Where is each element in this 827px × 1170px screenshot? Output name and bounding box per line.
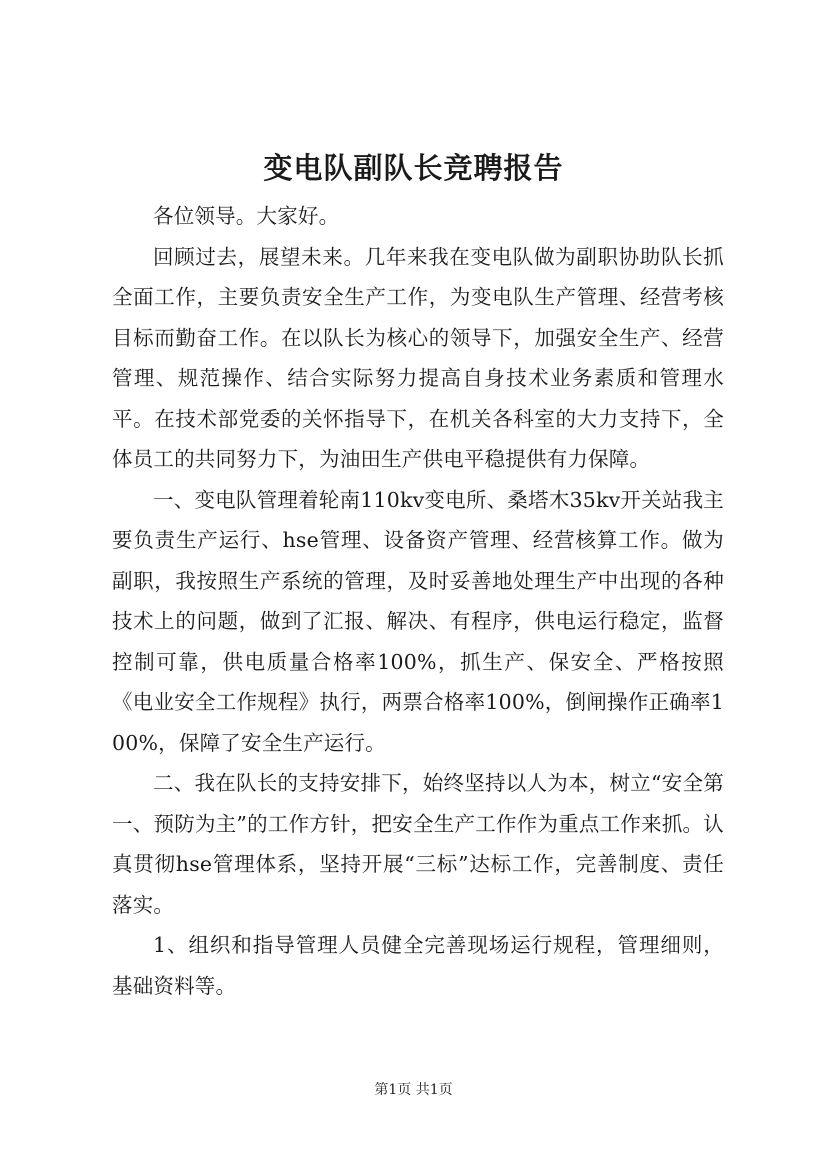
- document-body: [112, 196, 724, 1006]
- section-two-paragraph: 二、我在队长的支持安排下，始终坚持以人为本，树立“安全第一、预防为主”的工作方针，把安全生产工作作为重点工作来抓。认真贯彻hse管理体系，坚持开展“三标”达标工作，完善制度、责任落实。: [112, 771, 724, 917]
- document-title: 变电队副队长竞聘报告: [263, 151, 564, 185]
- greeting-paragraph: 各位领导。大家好。: [153, 204, 340, 228]
- page-number-footer: 第1页 共1页: [374, 1082, 453, 1098]
- item-one-paragraph: 1、组织和指导管理人员健全完善现场运行规程，管理细则，基础资料等。: [112, 933, 724, 998]
- intro-paragraph: 回顾过去，展望未来。几年来我在变电队做为副职协助队长抓全面工作，主要负责安全生产工作，为变电队生产管理、经营考核目标而勤奋工作。在以队长为核心的领导下，加强安全生产、经营管理、规范操作、结合实际努力提高自身技术业务素质和管理水平。在技术部党委的关怀指导下，在机关各科室的大力支持下，全体员工的共同努力下，为油田生产供电平稳提供有力保障。: [112, 244, 724, 471]
- section-one-paragraph: 一、变电队管理着轮南110kv变电所、桑塔木35kv开关站我主要负责生产运行、hse管理、设备资产管理、经营核算工作。做为副职，我按照生产系统的管理，及时妥善地处理生产中出现的各种技术上的问题，做到了汇报、解决、有程序，供电运行稳定，监督控制可靠，供电质量合格率100%，抓生产、保安全、严格按照《电业安全工作规程》执行，两票合格率100%，倒闸操作正确率100%，保障了安全生产运行。: [112, 487, 724, 755]
